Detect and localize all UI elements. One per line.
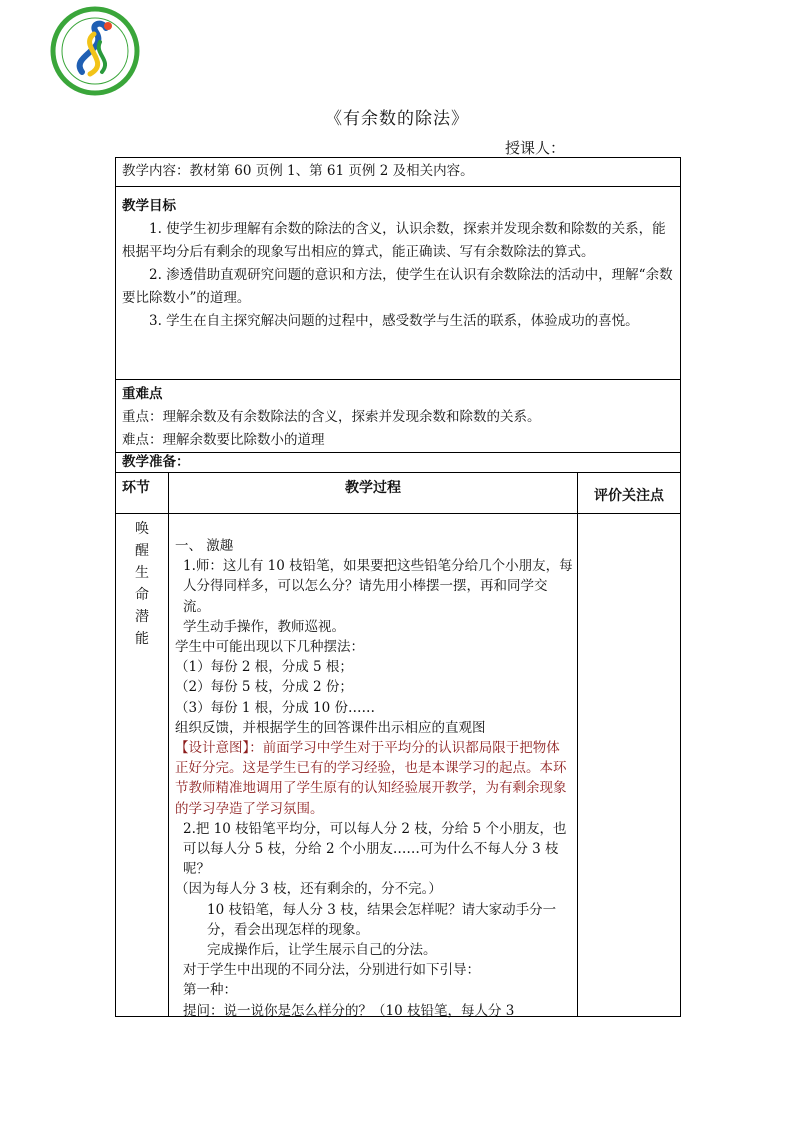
process-row xyxy=(115,514,681,1017)
design-intent: 【设计意图】：前面学习中学生对于平均分的认识都局限于把物体正好分完。这是学生已有的学习经验，也是本课学习的起点。本环节教师精准地调用了学生原有的认知经验展开教学，为有剩余现象的学习孕造了学习氛围。 xyxy=(175,740,567,817)
goal-item: 3. 学生在自主探究解决问题的过程中，感受数学与生活的联系，体验成功的喜悦。 xyxy=(149,313,639,329)
school-logo xyxy=(50,6,140,96)
lesson-plan-table xyxy=(115,157,681,1017)
first-method: 第一种： xyxy=(183,982,237,999)
question-3: 10 枝铅笔，每人分 3 枝，结果会怎样呢？请大家动手分一分，看会出现怎样的现象。 xyxy=(207,901,557,938)
operate-line: 学生动手操作，教师巡视。 xyxy=(183,618,345,635)
stage-char: 命 xyxy=(135,587,149,603)
way-3: （3）每份 1 根，分成 10 份…… xyxy=(175,699,376,716)
table-header-row xyxy=(115,473,681,514)
section-heading: 一、 激趣 xyxy=(175,538,234,554)
prep-row xyxy=(115,453,681,473)
key-point: 重点：理解余数及有余数除法的含义，探索并发现余数和除数的关系。 xyxy=(122,409,541,425)
stage-char: 潜 xyxy=(135,609,149,625)
goal-item: 2. 渗透借助直观研究问题的意识和方法，使学生在认识有余数除法的活动中，理解“余数要比除数小”的道理。 xyxy=(122,267,673,306)
stage-char: 唤 xyxy=(135,521,149,537)
teaching-content: 教学内容：教材第 60 页例 1、第 61 页例 2 及相关内容。 xyxy=(122,163,474,179)
question-2: 2.把 10 枝铅笔平均分，可以每人分 2 枝，分给 5 个小朋友，也可以每人分 5 枝，分给 2 个小朋友……可为什么不每人分 3 枝呢？ xyxy=(183,820,567,878)
question-3-after: 完成操作后，让学生展示自己的分法。 xyxy=(207,942,437,959)
goals-row xyxy=(115,187,681,380)
feedback-line: 组织反馈，并根据学生的回答课件出示相应的直观图 xyxy=(175,719,486,736)
guide-line: 对于学生中出现的不同分法，分别进行如下引导： xyxy=(183,962,480,979)
question-1: 1.师：这儿有 10 枝铅笔，如果要把这些铅笔分给几个小朋友，每人分得同样多，可以怎么分？请先用小棒摆一摆，再和同学交流。 xyxy=(183,558,573,615)
process-cell xyxy=(169,514,578,1019)
stage-char: 醒 xyxy=(135,543,149,559)
eval-cell xyxy=(578,514,680,1016)
stage-cell xyxy=(116,514,169,1016)
stage-char: 能 xyxy=(135,631,149,647)
header-eval: 评价关注点 xyxy=(594,488,664,504)
teaching-prep: 教学准备： xyxy=(122,454,190,470)
header-process: 教学过程 xyxy=(169,473,578,513)
teacher-label: 授课人： xyxy=(505,139,566,157)
ways-line: 学生中可能出现以下几种摆法： xyxy=(175,639,364,656)
content-row xyxy=(115,157,681,187)
ask-line: 提问：说一说你是怎么样分的？（10 枝铅笔，每人分 3 xyxy=(183,1002,515,1019)
goals-heading: 教学目标 xyxy=(122,198,176,214)
document-title: 《有余数的除法》 xyxy=(325,109,469,129)
goal-item: 1. 使学生初步理解有余数的除法的含义，认识余数，探索并发现余数和除数的关系，能根据平均分后有剩余的现象写出相应的算式，能正确读、写有余数除法的算式。 xyxy=(122,221,666,260)
way-1: （1）每份 2 根，分成 5 根； xyxy=(175,659,353,676)
way-2: （2）每份 5 枝，分成 2 份； xyxy=(175,679,353,696)
stage-char: 生 xyxy=(135,565,149,581)
difficult-point: 难点：理解余数要比除数小的道理 xyxy=(122,432,325,448)
question-2-answer: （因为每人分 3 枝，还有剩余的，分不完。） xyxy=(175,881,442,898)
key-points-heading: 重难点 xyxy=(122,386,163,402)
header-stage: 环节 xyxy=(116,473,169,513)
key-points-row xyxy=(115,380,681,453)
